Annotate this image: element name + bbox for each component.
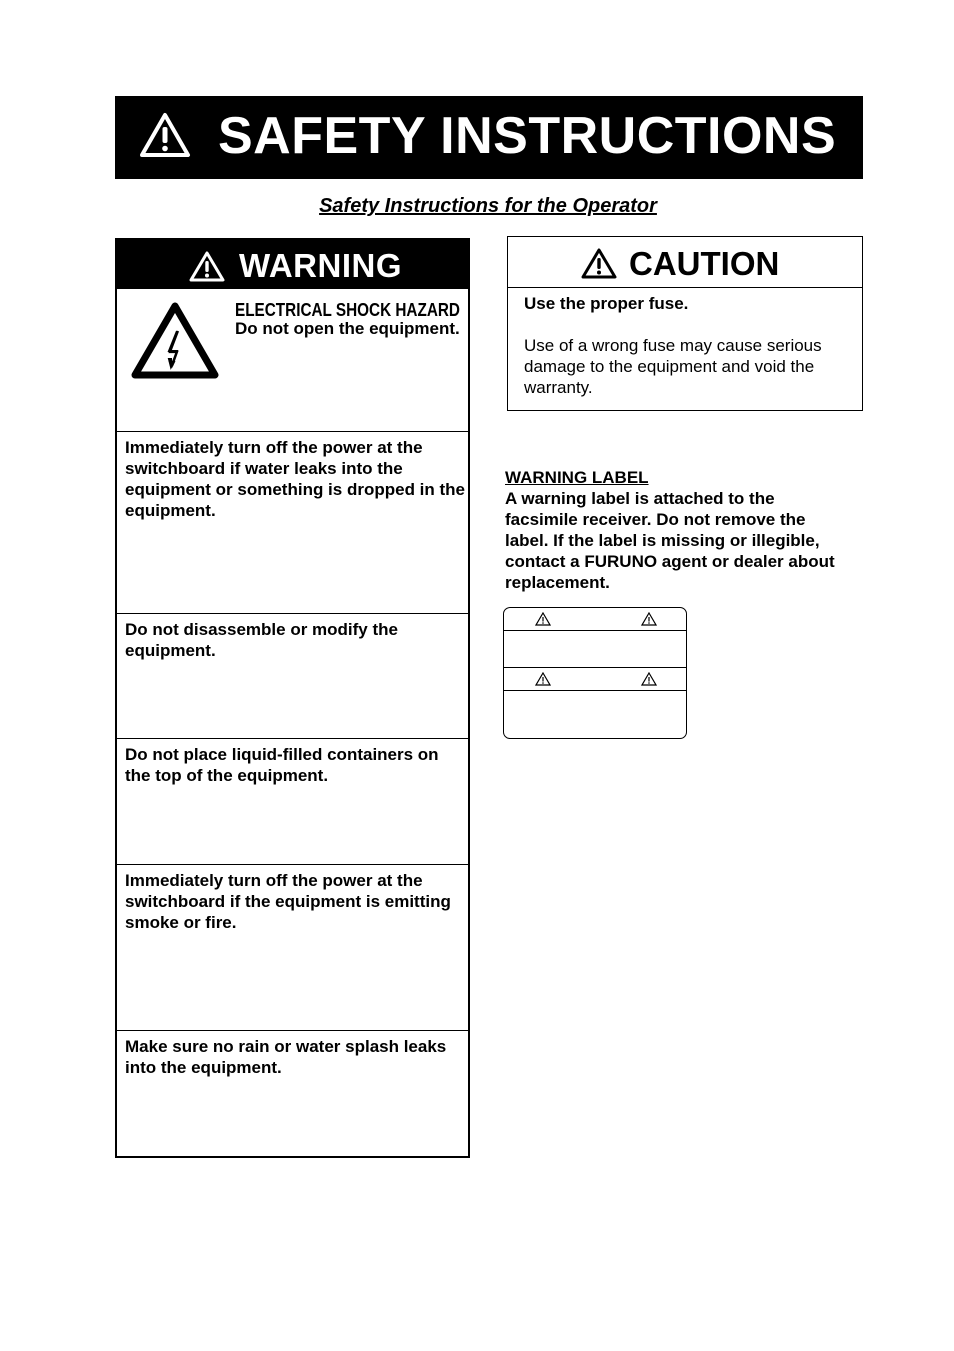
warning-triangle-icon: [139, 111, 191, 159]
caution-header: [508, 237, 862, 288]
warning-item-text: Do not disassemble or modify the equipment.: [125, 620, 398, 660]
section-subtitle: Safety Instructions for the Operator: [319, 195, 657, 217]
caution-panel: [507, 236, 863, 411]
caution-heading: CAUTION: [629, 245, 780, 282]
shock-hazard-row: [117, 289, 468, 432]
warning-item: [117, 865, 468, 1031]
warning-triangle-icon: [641, 672, 657, 686]
warning-label-title: WARNING LABEL: [505, 468, 649, 487]
warning-triangle-icon: [189, 250, 225, 282]
warning-item-text: Immediately turn off the power at the switchboard if the equipment is emitting smoke or fire.: [125, 871, 451, 932]
electric-shock-icon: [131, 301, 219, 381]
label-header-strip: [504, 668, 686, 691]
warning-item: [117, 739, 468, 865]
warning-label-graphic: [503, 607, 687, 739]
warning-item-text: Immediately turn off the power at the switchboard if water leaks into the equipment or something is dropped in the equipment.: [125, 438, 466, 520]
warning-triangle-icon: [641, 612, 657, 626]
warning-triangle-icon: [581, 247, 617, 279]
warning-item-text: Do not place liquid-filled containers on the top of the equipment.: [125, 745, 439, 785]
caution-body: Use of a wrong fuse may cause serious damage to the equipment and void the warranty.: [524, 336, 822, 397]
warning-heading: WARNING: [239, 247, 402, 284]
label-header-strip: [504, 608, 686, 631]
warning-label-body: A warning label is attached to the facsimile receiver. Do not remove the label. If the label is missing or illegible, contact a FURUNO agent or dealer about replacement.: [505, 489, 835, 592]
warning-item: [117, 1031, 468, 1156]
warning-header: [117, 240, 468, 289]
warning-panel: [115, 238, 470, 1158]
warning-item: [117, 614, 468, 739]
shock-hazard-text: Do not open the equipment.: [235, 319, 460, 338]
warning-item-text: Make sure no rain or water splash leaks into the equipment.: [125, 1037, 447, 1077]
shock-hazard-title: ELECTRICAL SHOCK HAZARD: [235, 300, 460, 320]
page-title: SAFETY INSTRUCTIONS: [218, 107, 837, 165]
warning-triangle-icon: [535, 612, 551, 626]
caution-subheading: Use the proper fuse.: [524, 294, 689, 313]
warning-item: [117, 432, 468, 614]
page-banner: [115, 96, 863, 179]
warning-triangle-icon: [535, 672, 551, 686]
